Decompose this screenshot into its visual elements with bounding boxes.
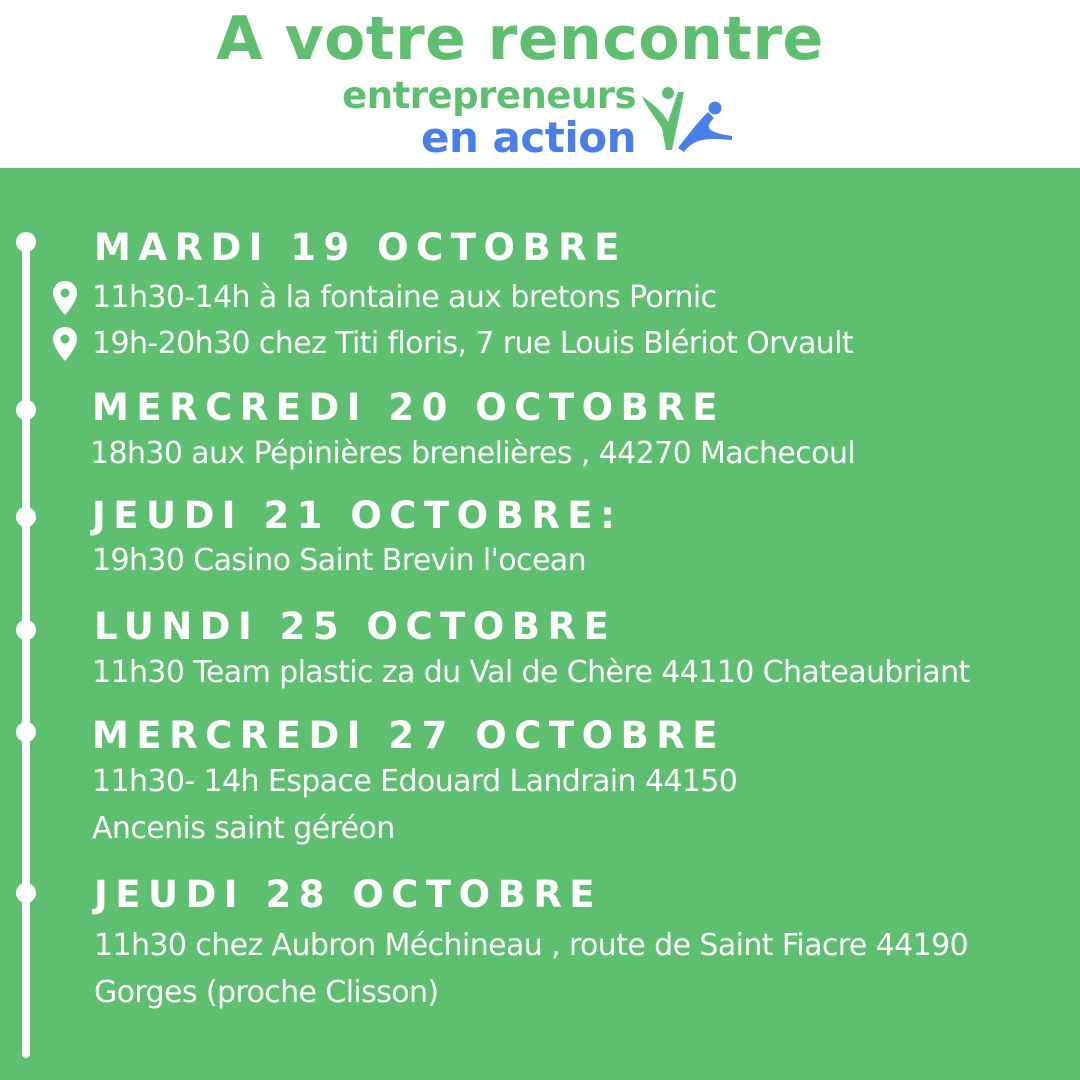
- event-day-heading: MERCREDI 27 OCTOBRE: [92, 714, 726, 757]
- event-detail-line: Ancenis saint géréon: [92, 811, 395, 846]
- event-detail-line: 11h30 Team plastic za du Val de Chère 44110 Chateaubriant: [92, 655, 970, 690]
- header: [0, 0, 1080, 168]
- timeline-dot: [16, 232, 36, 252]
- logo-line-entrepreneurs: entrepreneurs: [342, 74, 636, 117]
- people-logo-icon: [638, 82, 738, 156]
- logo-line-en-action: en action: [421, 113, 636, 162]
- map-pin-icon: [52, 326, 78, 362]
- timeline-dot: [16, 507, 36, 527]
- event-day-heading: JEUDI 21 OCTOBRE:: [92, 494, 623, 537]
- event-detail-line: 11h30 chez Aubron Méchineau , route de Saint Fiacre 44190: [94, 928, 969, 963]
- timeline-dot: [16, 620, 36, 640]
- event-detail-line: 19h30 Casino Saint Brevin l'ocean: [92, 543, 587, 578]
- event-day-heading: JEUDI 28 OCTOBRE: [94, 873, 603, 916]
- timeline-dot: [16, 883, 36, 903]
- event-detail-line: 11h30- 14h Espace Edouard Landrain 44150: [92, 764, 738, 799]
- event-detail-line: 11h30-14h à la fontaine aux bretons Pornic: [92, 280, 717, 315]
- page-title: A votre rencontre: [216, 4, 824, 74]
- event-detail-line: Gorges (proche Clisson): [94, 975, 439, 1010]
- event-detail-line: 19h-20h30 chez Titi floris, 7 rue Louis Blériot Orvault: [92, 326, 854, 361]
- event-day-heading: MARDI 19 OCTOBRE: [94, 226, 627, 269]
- event-day-heading: LUNDI 25 OCTOBRE: [94, 605, 617, 648]
- timeline-dot: [16, 722, 36, 742]
- timeline-dot: [16, 400, 36, 420]
- event-detail-line: 18h30 aux Pépinières brenelières , 44270 Machecoul: [90, 436, 856, 471]
- event-day-heading: MERCREDI 20 OCTOBRE: [92, 386, 726, 429]
- timeline-line: [22, 240, 30, 1058]
- map-pin-icon: [52, 280, 78, 316]
- logo-text: [326, 76, 636, 160]
